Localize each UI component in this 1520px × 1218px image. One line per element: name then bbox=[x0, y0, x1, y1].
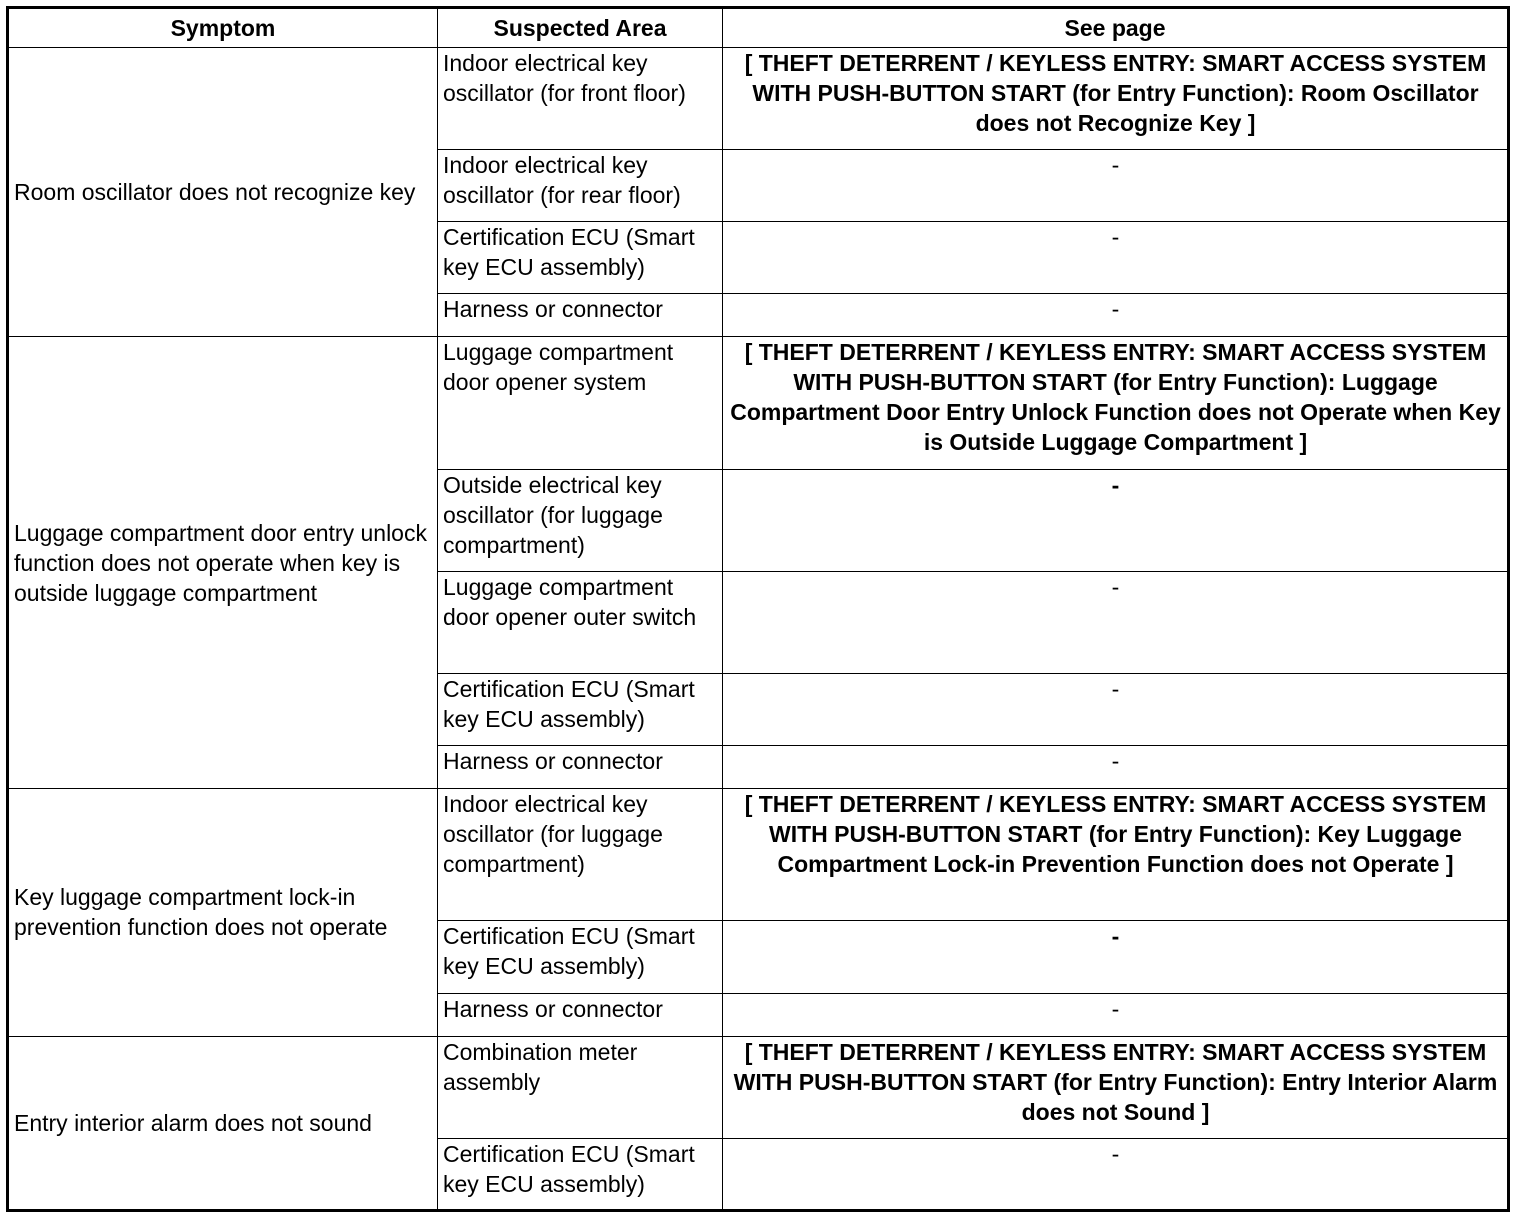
symptom-cell: Key luggage compartment lock-in prevention function does not operate bbox=[8, 789, 438, 1036]
table-row bbox=[8, 48, 1509, 150]
symptom-cell: Luggage compartment door entry unlock function does not operate when key is outside luggage compartment bbox=[8, 337, 438, 789]
see-page-cell: - bbox=[723, 746, 1509, 789]
see-page-cell: - bbox=[723, 222, 1509, 294]
see-page-cell: - bbox=[723, 1138, 1509, 1210]
see-page-cell: - bbox=[723, 571, 1509, 673]
header-see-page: See page bbox=[723, 8, 1509, 48]
suspected-area-cell: Certification ECU (Smart key ECU assembly) bbox=[438, 921, 723, 993]
see-page-cell: - bbox=[723, 993, 1509, 1036]
suspected-area-cell: Indoor electrical key oscillator (for rear floor) bbox=[438, 150, 723, 222]
see-page-cell: - bbox=[723, 469, 1509, 571]
see-page-link[interactable]: [ THEFT DETERRENT / KEYLESS ENTRY: SMART ACCESS SYSTEM WITH PUSH-BUTTON START (for Entry Function): Luggage Compartment Door Entry Unlock Function does not Operate when Key is Outside Luggage Compartment ] bbox=[723, 337, 1509, 469]
see-page-cell: - bbox=[723, 674, 1509, 746]
symptom-cell: Room oscillator does not recognize key bbox=[8, 48, 438, 337]
suspected-area-cell: Indoor electrical key oscillator (for luggage compartment) bbox=[438, 789, 723, 921]
table-row bbox=[8, 337, 1509, 469]
see-page-cell: - bbox=[723, 921, 1509, 993]
suspected-area-cell: Certification ECU (Smart key ECU assembly) bbox=[438, 1138, 723, 1210]
suspected-area-cell: Outside electrical key oscillator (for luggage compartment) bbox=[438, 469, 723, 571]
header-row bbox=[8, 8, 1509, 48]
suspected-area-cell: Luggage compartment door opener outer switch bbox=[438, 571, 723, 673]
suspected-area-cell: Harness or connector bbox=[438, 993, 723, 1036]
suspected-area-cell: Indoor electrical key oscillator (for front floor) bbox=[438, 48, 723, 150]
suspected-area-cell: Combination meter assembly bbox=[438, 1036, 723, 1138]
see-page-link[interactable]: [ THEFT DETERRENT / KEYLESS ENTRY: SMART ACCESS SYSTEM WITH PUSH-BUTTON START (for Entry Function): Entry Interior Alarm does not Sound ] bbox=[723, 1036, 1509, 1138]
symptom-cell: Entry interior alarm does not sound bbox=[8, 1036, 438, 1210]
header-suspected-area: Suspected Area bbox=[438, 8, 723, 48]
suspected-area-cell: Certification ECU (Smart key ECU assembly) bbox=[438, 222, 723, 294]
see-page-cell: - bbox=[723, 294, 1509, 337]
table-row bbox=[8, 1036, 1509, 1138]
suspected-area-cell: Harness or connector bbox=[438, 294, 723, 337]
see-page-link[interactable]: [ THEFT DETERRENT / KEYLESS ENTRY: SMART ACCESS SYSTEM WITH PUSH-BUTTON START (for Entry Function): Key Luggage Compartment Lock-in Prevention Function does not Operate ] bbox=[723, 789, 1509, 921]
suspected-area-cell: Luggage compartment door opener system bbox=[438, 337, 723, 469]
suspected-area-cell: Certification ECU (Smart key ECU assembly) bbox=[438, 674, 723, 746]
see-page-cell: - bbox=[723, 150, 1509, 222]
header-symptom: Symptom bbox=[8, 8, 438, 48]
see-page-link[interactable]: [ THEFT DETERRENT / KEYLESS ENTRY: SMART ACCESS SYSTEM WITH PUSH-BUTTON START (for Entry Function): Room Oscillator does not Recognize Key ] bbox=[723, 48, 1509, 150]
suspected-area-cell: Harness or connector bbox=[438, 746, 723, 789]
table-row bbox=[8, 789, 1509, 921]
symptom-table bbox=[6, 6, 1510, 1212]
